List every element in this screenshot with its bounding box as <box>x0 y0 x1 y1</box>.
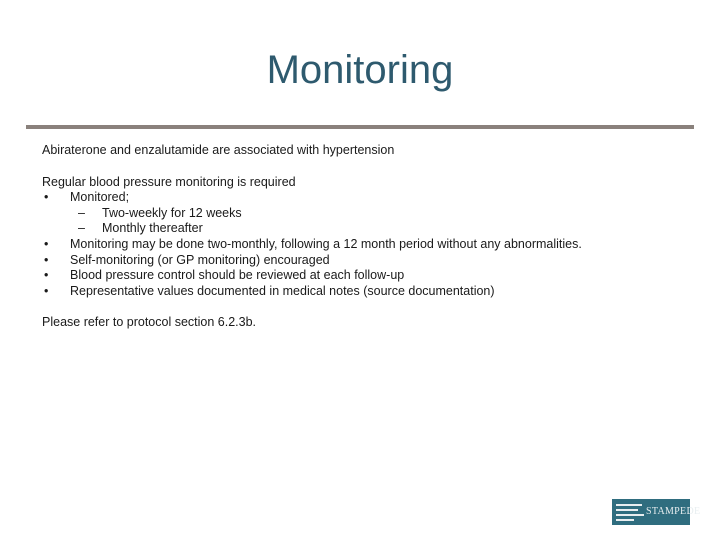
bullet-text: Representative values documented in medical notes (source documentation) <box>70 283 495 298</box>
bullet-text: Monitored; <box>70 190 130 205</box>
sub-bullet-item <box>42 206 692 222</box>
bullet-item <box>42 190 692 206</box>
sub-bullet-item <box>42 221 692 237</box>
bullet-text: Blood pressure control should be reviewed at each follow-up <box>70 268 405 283</box>
sub-bullet-marker: – <box>78 205 85 220</box>
sub-bullet-text: Two-weekly for 12 weeks <box>102 205 242 220</box>
bullet-item <box>42 237 692 253</box>
bullet-marker: • <box>44 268 49 283</box>
bullet-text: Monitoring may be done two-monthly, following a 12 month period without any abnormalities. <box>70 236 582 251</box>
bullet-marker: • <box>44 252 49 267</box>
slide-body <box>42 143 692 331</box>
stampede-logo <box>612 499 701 525</box>
sub-bullet-marker: – <box>78 221 85 236</box>
requirement-text: Regular blood pressure monitoring is required <box>42 174 296 189</box>
protocol-reference: Please refer to protocol section 6.2.3b. <box>42 315 257 330</box>
bullet-marker: • <box>44 236 49 251</box>
logo-text: STAMPEDE <box>646 506 701 517</box>
bullet-marker: • <box>44 190 49 205</box>
slide-title: Monitoring <box>266 48 454 92</box>
bullet-marker: • <box>44 283 49 298</box>
intro-text: Abiraterone and enzalutamide are associated with hypertension <box>42 143 395 157</box>
bullet-item <box>42 268 692 284</box>
title-divider <box>26 125 694 129</box>
sub-bullet-text: Monthly thereafter <box>102 221 203 236</box>
bullet-item <box>42 253 692 269</box>
bullet-item <box>42 284 692 300</box>
bullet-text: Self-monitoring (or GP monitoring) encouraged <box>70 252 330 267</box>
